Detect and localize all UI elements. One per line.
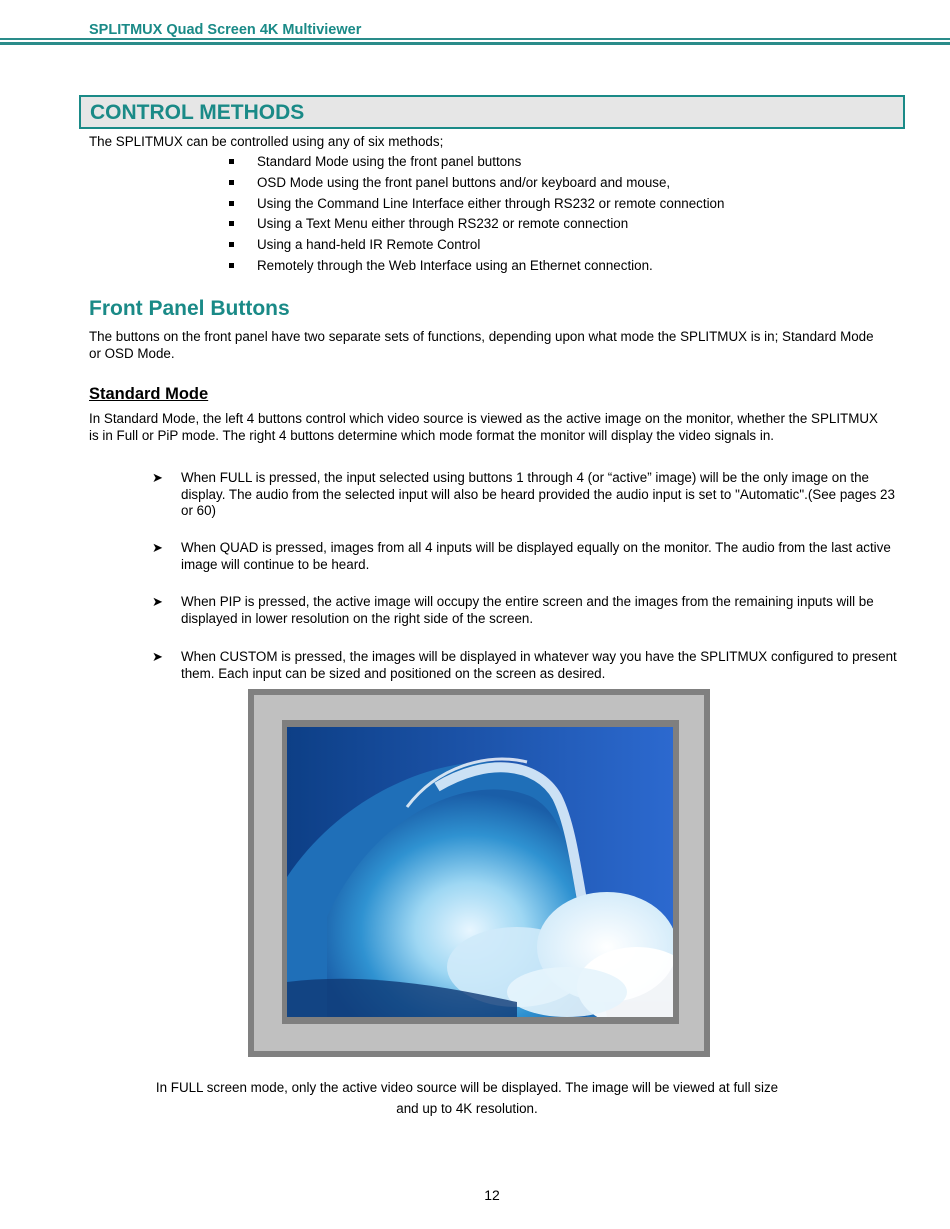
- bullet-square-icon: [229, 201, 234, 206]
- arrow-bullet-icon: ➤: [152, 649, 163, 664]
- header-rule: [0, 38, 950, 40]
- figure-caption-line2: and up to 4K resolution.: [396, 1101, 538, 1116]
- header-rule-thick: [0, 42, 950, 45]
- bullet-square-icon: [229, 180, 234, 185]
- page-number: 12: [484, 1187, 500, 1203]
- list-item: OSD Mode using the front panel buttons and/or keyboard and mouse,: [229, 175, 724, 196]
- section-heading-box: [79, 95, 905, 129]
- bullet-square-icon: [229, 159, 234, 164]
- section-title: CONTROL METHODS: [90, 101, 305, 124]
- bullet-square-icon: [229, 221, 234, 226]
- list-item: Using a hand-held IR Remote Control: [229, 237, 724, 258]
- methods-list: [229, 154, 724, 279]
- monitor-bezel: [282, 720, 679, 1024]
- arrow-bullet-icon: ➤: [152, 470, 163, 485]
- figure-caption: In FULL screen mode, only the active video source will be displayed. The image will be viewed at full size: [155, 1080, 779, 1095]
- front-panel-text: The buttons on the front panel have two separate sets of functions, depending upon what mode the SPLITMUX is in; Standard Mode or OSD Mode.: [89, 329, 874, 361]
- intro-text: The SPLITMUX can be controlled using any of six methods;: [89, 134, 444, 149]
- monitor-illustration: [248, 689, 710, 1057]
- running-header: SPLITMUX Quad Screen 4K Multiviewer: [89, 22, 362, 38]
- list-item: Using the Command Line Interface either through RS232 or remote connection: [229, 196, 724, 217]
- standard-mode-text: In Standard Mode, the left 4 buttons control which video source is viewed as the active image on the monitor, whether the SPLITMUX is in Full or PiP mode. The right 4 buttons determine which mode format the monitor will display the video signals in.: [89, 411, 878, 443]
- arrow-bullet-icon: ➤: [152, 540, 163, 555]
- standard-mode-heading: Standard Mode: [89, 385, 209, 403]
- wave-image: [287, 727, 673, 1017]
- arrow-bullet-icon: ➤: [152, 594, 163, 609]
- front-panel-heading: Front Panel Buttons: [89, 297, 290, 320]
- list-item: Standard Mode using the front panel buttons: [229, 154, 724, 175]
- list-item: Remotely through the Web Interface using an Ethernet connection.: [229, 258, 724, 279]
- list-item: Using a Text Menu either through RS232 or remote connection: [229, 216, 724, 237]
- bullet-square-icon: [229, 242, 234, 247]
- bullet-square-icon: [229, 263, 234, 268]
